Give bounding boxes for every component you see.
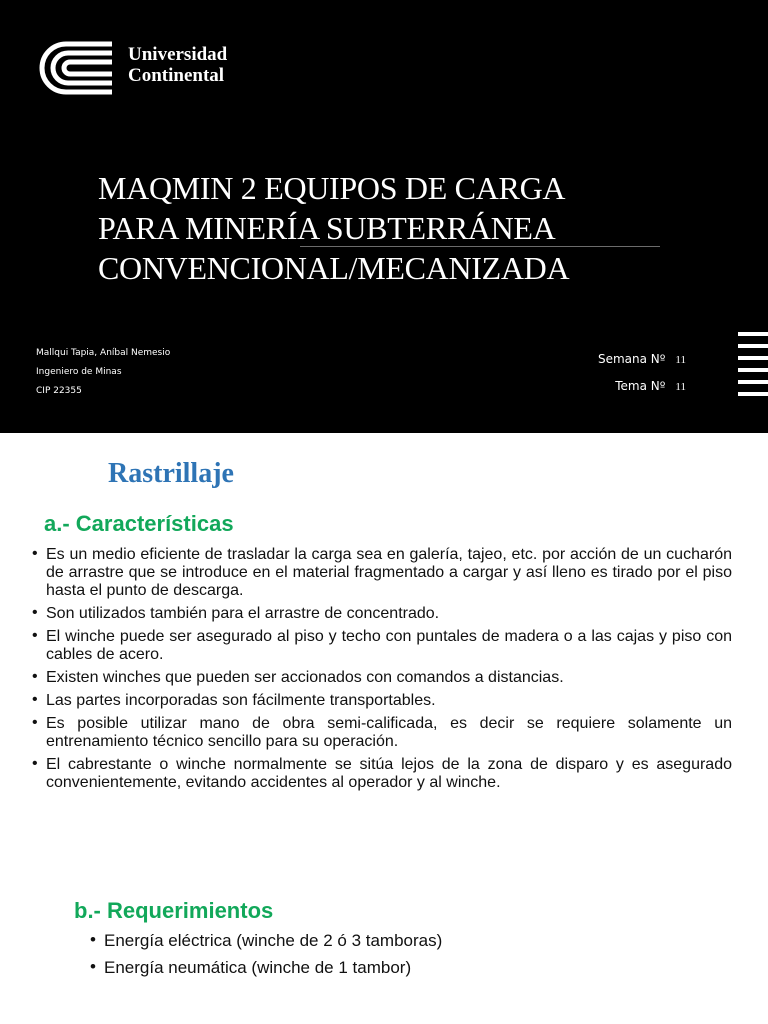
topic-label: Tema Nº	[615, 379, 666, 393]
universidad-continental-logo-icon	[38, 40, 118, 96]
author-name: Mallqui Tapia, Aníbal Nemesio	[36, 348, 171, 358]
list-item: • Existen winches que pueden ser accionados con comandos a distancias.	[32, 669, 732, 687]
requirements-list	[90, 931, 690, 985]
week-label: Semana Nº	[597, 352, 666, 366]
topic-number	[615, 379, 686, 393]
title-divider	[300, 246, 660, 247]
slide-title-line-2: PARA MINERÍA SUBTERRÁNEA	[98, 210, 556, 246]
stripe	[738, 392, 768, 396]
slide-title-line-1: MAQMIN 2 EQUIPOS DE CARGA	[98, 170, 566, 206]
list-item: • El cabrestante o winche normalmente se sitúa lejos de la zona de disparo y es asegurado convenientemente, evitando accidentes al operador y al winche.	[32, 756, 732, 792]
brand-line-1: Universidad	[128, 44, 228, 65]
list-item: • Es un medio eficiente de trasladar la carga sea en galería, tajeo, etc. por acción de un cucharón de arrastre que se introduce en el material fragmentado a cargar y así lleno es tirado por el piso hasta el punto de descarga.	[32, 546, 732, 600]
stripe	[738, 332, 768, 336]
week-number	[598, 352, 686, 366]
list-item: • Es posible utilizar mano de obra semi-calificada, es decir se requiere solamente un entrenamiento técnico sencillo para su operación.	[32, 715, 732, 751]
slide-title	[98, 168, 738, 288]
requirements-heading: b.- Requerimientos	[74, 898, 274, 923]
list-item: • Energía eléctrica (winche de 2 ó 3 tamboras)	[90, 931, 690, 951]
university-brand-name	[128, 44, 227, 86]
section-title: Rastrillaje	[108, 458, 234, 489]
characteristics-heading: a.- Características	[44, 511, 234, 536]
author-profession: Ingeniero de Minas	[36, 367, 122, 377]
brand-line-2: Continental	[128, 65, 225, 86]
list-item: • Las partes incorporadas son fácilmente transportables.	[32, 692, 732, 710]
week-value: 11	[675, 354, 686, 366]
slide-title-line-3: CONVENCIONAL/MECANIZADA	[98, 250, 570, 286]
title-slide-header	[0, 0, 768, 433]
characteristics-list	[32, 546, 732, 797]
decorative-stripes	[738, 332, 768, 404]
author-info	[36, 344, 170, 401]
topic-value: 11	[675, 381, 686, 393]
list-item: • Energía neumática (winche de 1 tambor)	[90, 958, 690, 978]
stripe	[738, 344, 768, 348]
list-item: • Son utilizados también para el arrastre de concentrado.	[32, 605, 732, 623]
stripe	[738, 380, 768, 384]
stripe	[738, 356, 768, 360]
stripe	[738, 368, 768, 372]
author-cip: CIP 22355	[36, 386, 82, 396]
list-item: • El winche puede ser asegurado al piso y techo con puntales de madera o a las cajas y piso con cables de acero.	[32, 628, 732, 664]
